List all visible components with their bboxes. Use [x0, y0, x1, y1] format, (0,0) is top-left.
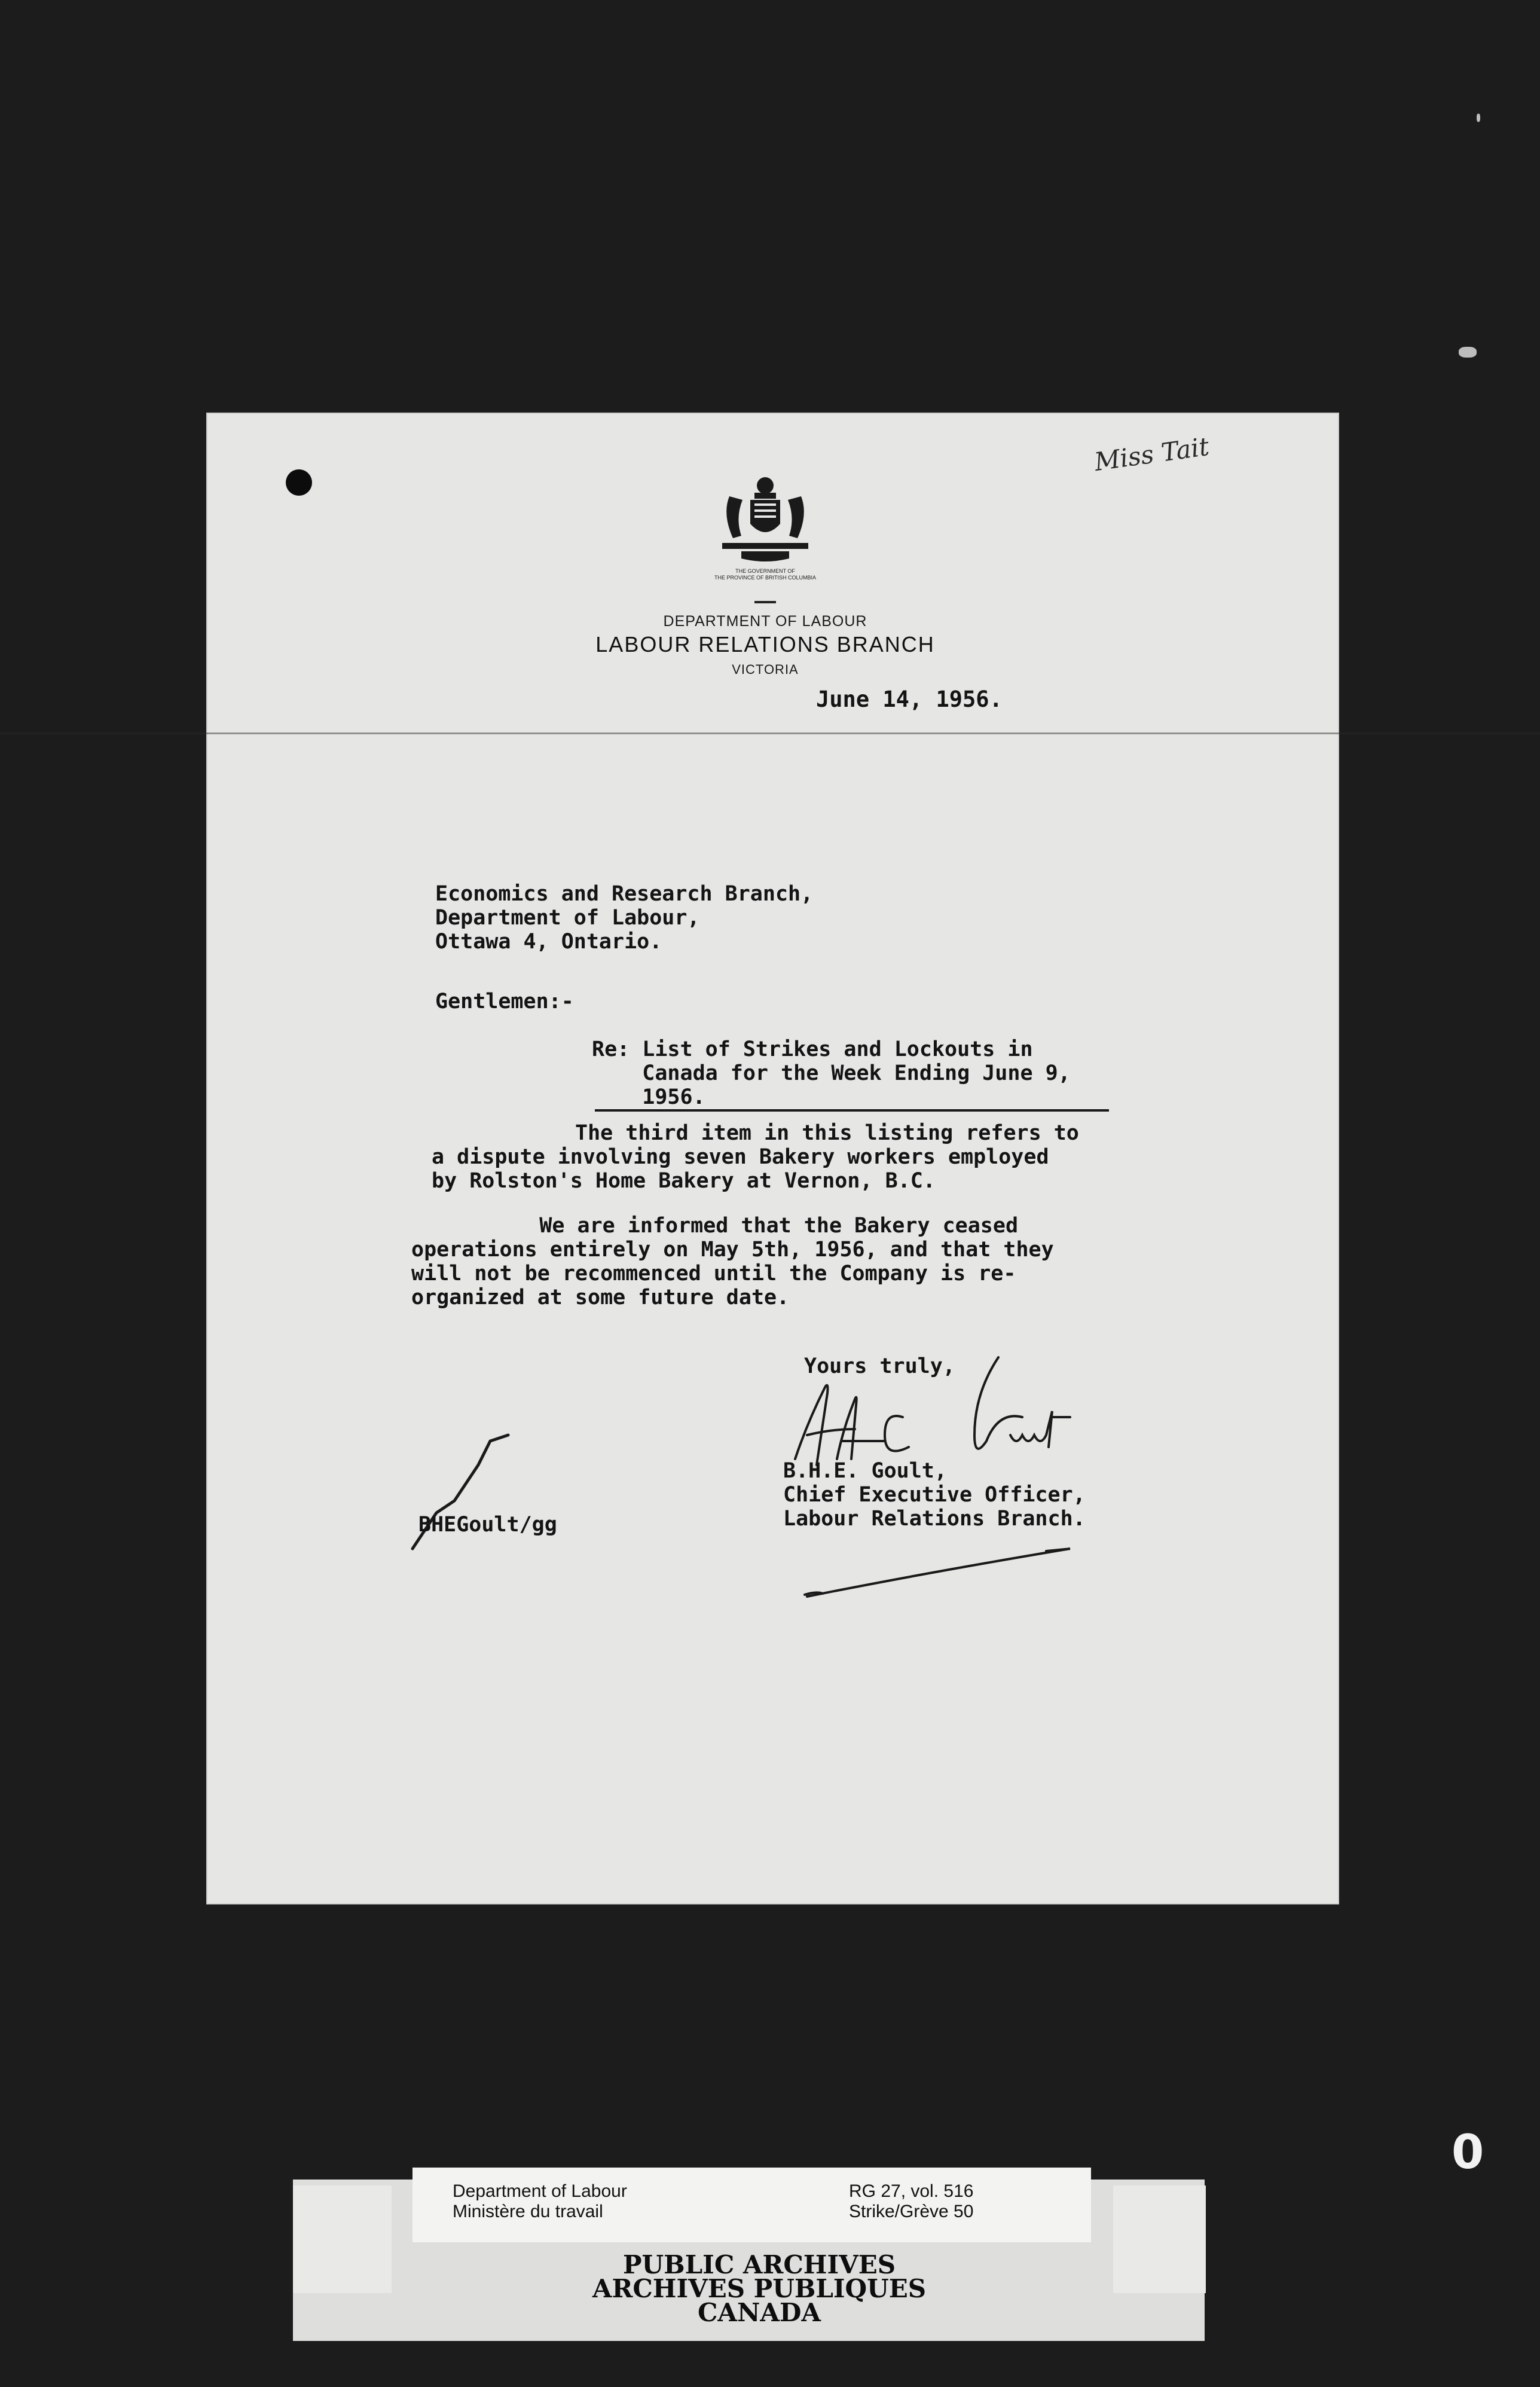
body-line: We are informed that the Bakery ceased — [489, 1214, 1019, 1238]
archives-stamp — [514, 2250, 1004, 2327]
addressee-block — [435, 882, 813, 954]
body-line: by Rolston's Home Bakery at Vernon, B.C. — [432, 1169, 936, 1193]
ref-line: RG 27, vol. 516 — [849, 2181, 974, 2201]
letterhead-branch: LABOUR RELATIONS BRANCH — [595, 632, 935, 657]
signer-name: B.H.E. Goult, — [783, 1459, 947, 1483]
signer-title: Chief Executive Officer, — [783, 1483, 1086, 1507]
crest-caption — [705, 568, 825, 581]
archive-label-reference — [849, 2181, 973, 2222]
addressee-line: Ottawa 4, Ontario. — [435, 930, 662, 954]
signature-block — [783, 1459, 1086, 1531]
subject-line: Canada for the Week Ending June 9, — [592, 1061, 1071, 1085]
dept-en: Department of Labour — [453, 2181, 627, 2201]
body-line: a dispute involving seven Bakery workers employed — [432, 1145, 1049, 1169]
letterhead-city: VICTORIA — [732, 662, 799, 677]
body-paragraph-1 — [432, 1121, 1079, 1193]
signer-branch: Labour Relations Branch. — [783, 1507, 1086, 1531]
crest-caption-line1: THE GOVERNMENT OF — [735, 568, 795, 574]
stamp-line: ARCHIVES PUBLIQUES — [592, 2274, 927, 2303]
closing: Yours truly, — [804, 1354, 955, 1378]
subject-underline — [595, 1109, 1109, 1112]
stamp-line: PUBLIC ARCHIVES — [622, 2250, 896, 2279]
archive-label-tab — [293, 2185, 392, 2293]
body-line: organized at some future date. — [411, 1286, 790, 1310]
letterhead-department: DEPARTMENT OF LABOUR — [663, 613, 867, 630]
scan-seam — [0, 732, 1540, 734]
archive-label-department — [453, 2181, 627, 2222]
body-line: operations entirely on May 5th, 1956, and that they — [411, 1238, 1054, 1262]
handwritten-note: Miss Tait — [1092, 431, 1211, 477]
letterhead-divider — [754, 601, 776, 603]
bc-coat-of-arms-icon — [705, 472, 825, 568]
ref-line: Strike/Grève 50 — [849, 2202, 974, 2221]
subject-line: Re: List of Strikes and Lockouts in — [592, 1037, 1033, 1061]
pen-flourish — [801, 1540, 1076, 1605]
addressee-line: Department of Labour, — [435, 906, 700, 930]
punch-hole — [286, 469, 312, 496]
stamp-line: CANADA — [697, 2298, 821, 2327]
addressee-line: Economics and Research Branch, — [435, 882, 814, 906]
subject-line: 1956. — [592, 1085, 705, 1109]
salutation: Gentlemen:- — [435, 990, 574, 1014]
dept-fr: Ministère du travail — [453, 2202, 603, 2221]
film-speck — [1459, 347, 1477, 358]
body-line: The third item in this listing refers to — [575, 1121, 1079, 1145]
body-paragraph-2 — [411, 1214, 1054, 1310]
subject-block — [592, 1037, 1071, 1109]
letter-date: June 14, 1956. — [816, 686, 1003, 712]
archive-label-tab — [1113, 2185, 1206, 2293]
reference-initials: BHEGoult/gg — [418, 1513, 557, 1537]
crest-caption-line2: THE PROVINCE OF BRITISH COLUMBIA — [714, 575, 817, 581]
body-line: will not be recommenced until the Company is re- — [411, 1262, 1016, 1286]
film-speck — [1477, 114, 1480, 122]
frame-number: 0 — [1452, 2126, 1484, 2180]
